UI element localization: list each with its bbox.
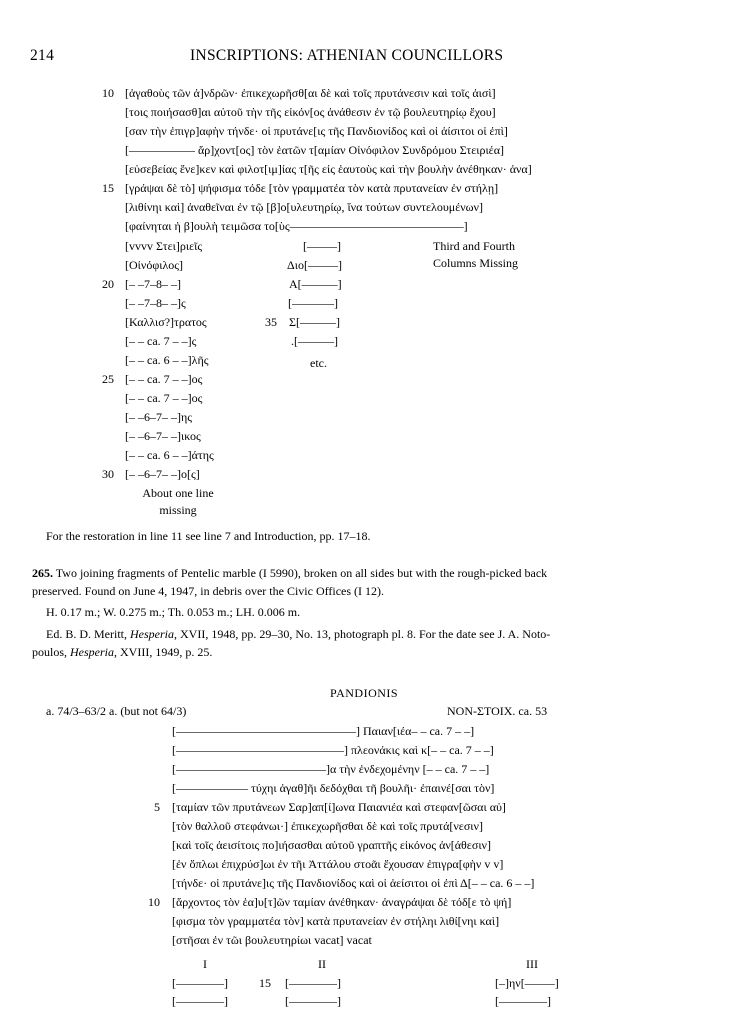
- inscription-line: [σαν τὴν ἐπιγρ]αφὴν τήνδε· οἱ πρυτάνε[ις τῆς Πανδιονίδος καὶ οἱ ἀίσιτοι οἱ ἐπὶ]: [125, 124, 508, 138]
- name-entry: [– – ca. 6 – –]λῆς: [125, 353, 209, 367]
- entry-text: preserved. Found on June 4, 1947, in debris over the Civic Offices (I 12).: [32, 584, 385, 598]
- name-entry: .[––––––]: [291, 334, 338, 348]
- missing-columns-note: Columns Missing: [433, 256, 519, 270]
- line-number: 15: [102, 181, 114, 195]
- line-number: 10: [102, 86, 114, 100]
- name-entry: [Καλλισ?]τρατος: [125, 315, 207, 329]
- entry-text: [32, 566, 547, 581]
- inscription-line: [––––––––––––––––––––––––––––] πλεονάκις καὶ κ[– – ca. 7 – –]: [172, 743, 494, 757]
- restoration-note: For the restoration in line 11 see line 7 and Introduction, pp. 17–18.: [46, 529, 371, 543]
- name-entry: [––––––––]: [172, 976, 228, 990]
- inscription-line: [––––––––––– ἄρ]χοντ[ος] τὸν ἑατῶν τ[αμίαν Οἰνόφιλον Συνδρόμου Στειριέα]: [125, 143, 505, 157]
- edition-line: [46, 627, 550, 642]
- inscription-line: [ἐν ὅπλωι ἐπιχρύσ]ωι ἐν τῆι Ἀττάλου στοᾶι ἔχουσαν ἐπιγρα[φὴν v v]: [172, 857, 504, 871]
- name-entry: [– – ca. 7 – –]ς: [125, 334, 197, 348]
- name-entry: [––––––––]: [285, 976, 341, 990]
- column-heading: II: [318, 957, 326, 971]
- name-entry: [– – ca. 6 – –]άτης: [125, 448, 214, 462]
- inscription-line: [λιθίνηι καὶ] ἀναθεῖναι ἐν τῷ [β]ο[υλευτηρίῳ, ἵνα τούτων συντελουμένων]: [125, 200, 483, 214]
- name-entry: [– –7–8– –]ς: [125, 296, 186, 310]
- inscription-line: [φισμα τὸν γραμματέα τὸν] κατὰ πρυτανείαν ἐν στήληι λιθί[νηι καὶ]: [172, 914, 500, 928]
- name-entry: [vvvv Στει]ριεῖς: [125, 239, 203, 253]
- name-entry: [– –6–7– –]ης: [125, 410, 193, 424]
- line-number: 15: [259, 976, 271, 990]
- edition-text: Ed. B. D. Meritt,: [46, 627, 130, 641]
- name-entry: [– –7–8– –]: [125, 277, 181, 291]
- name-entry: [– –6–7– –]ικος: [125, 429, 201, 443]
- edition-text: , XVII, 1948, pp. 29–30, No. 13, photograph pl. 8. For the date see J. A. Noto-: [174, 627, 551, 641]
- line-number: 20: [102, 277, 114, 291]
- name-entry: [– –6–7– –]ο[ς]: [125, 467, 200, 481]
- name-entry: [–––––––]: [288, 296, 338, 310]
- measurements: H. 0.17 m.; W. 0.275 m.; Th. 0.053 m.; LH. 0.006 m.: [46, 605, 301, 619]
- edition-text: , XVIII, 1949, p. 25.: [114, 645, 213, 659]
- inscription-line: [τήνδε· οἱ πρυτάνε]ις τῆς Πανδιονίδος καὶ οἱ ἀείσιτοι οἱ ἐπὶ Δ[– – ca. 6 – –]: [172, 876, 535, 890]
- missing-line-note: missing: [159, 503, 197, 517]
- line-number: 25: [102, 372, 114, 386]
- entry-desc: Two joining fragments of Pentelic marble (I 5990), broken on all sides but with the rough-picked back: [53, 566, 548, 580]
- journal-title: Hesperia: [70, 645, 115, 659]
- page-number: 214: [30, 47, 55, 64]
- name-entry: Α[––––––]: [289, 277, 342, 291]
- name-entry: Σ[––––––]: [289, 315, 340, 329]
- line-number: 10: [148, 895, 160, 909]
- name-entry: [–]ην[–––––]: [495, 976, 559, 990]
- inscription-line: [ἄρχοντος τὸν ἑα]υ[τ]ῶν ταμίαν ἀνέθηκαν· ἀναγράψαι δὲ τόδ[ε τὸ ψή]: [172, 895, 512, 909]
- entry-number: 265.: [32, 566, 53, 580]
- name-entry: [––––––––]: [285, 994, 341, 1008]
- name-entry: [––––––––]: [495, 994, 551, 1008]
- inscription-line: [τὸν θαλλοῦ στεφάνωι·] ἐπικεχωρῆσθαι δὲ καὶ τοῖς πρυτά[νεσιν]: [172, 819, 483, 833]
- line-number: 30: [102, 467, 114, 481]
- name-entry: [––––––––]: [172, 994, 228, 1008]
- name-entry: [–––––]: [303, 239, 341, 253]
- inscription-line: [καὶ τοῖς ἀεισίτοις πο]ιήσασθαι αὐτοῦ γραπτῆς εἰκόνος ἀν[άθεσιν]: [172, 838, 491, 852]
- inscription-line: [––––––––––––––––––––––––––––––] Παιαν[ιέα– – ca. 7 – –]: [172, 724, 475, 738]
- tribe-heading: PANDIONIS: [330, 686, 399, 700]
- date-line: a. 74/3–63/2 a. (but not 64/3): [46, 704, 187, 718]
- inscription-line: [–––––––––––– τύχηι ἀγαθ]ῆι δεδόχθαι τῆ βουλῆι· ἐπαινέ[σαι τὸν]: [172, 781, 495, 795]
- inscription-line: [εὐσεβείας ἕνε]κεν καὶ φιλοτ[ιμ]ίας τ[ῆς εἰς ἑαυτοὺς καὶ τὴν βουλὴν ἀνέθηκαν· ἀνα]: [125, 162, 532, 176]
- edition-line: [32, 645, 212, 660]
- inscription-line: [τοις ποιήσασθ]αι αὐτοῦ τὴν τῆς εἰκόν[ος ἀνάθεσιν ἐν τῷ βουλευτηρίῳ ἔχου]: [125, 105, 496, 119]
- inscription-line: [ταμίαν τῶν πρυτάνεων Σαρ]απ[ί]ωνα Παιανιέα καὶ στεφαν[ῶσαι αὐ]: [172, 800, 506, 814]
- missing-columns-note: Third and Fourth: [433, 239, 515, 253]
- name-entry: [– – ca. 7 – –]ος: [125, 391, 203, 405]
- column-heading: I: [203, 957, 207, 971]
- line-number: 35: [265, 315, 277, 329]
- name-entry: [Οἰνόφιλος]: [125, 258, 184, 272]
- column-heading: III: [526, 957, 538, 971]
- inscription-line: [στῆσαι ἐν τῶι βουλευτηρίωι vacat] vacat: [172, 933, 372, 947]
- journal-title: Hesperia: [130, 627, 174, 641]
- edition-text: poulos,: [32, 645, 71, 659]
- stoichedon-note: NON-ΣΤΟΙΧ. ca. 53: [447, 704, 548, 718]
- inscription-line: [γράψαι δὲ τὸ] ψήφισμα τόδε [τὸν γραμματέα τὸν κατὰ πρυτανείαν ἐν στήλῃ]: [125, 181, 499, 195]
- inscription-line: [φαίνηται ἡ β]ουλὴ τειμῶσα το[ὺς–––––––––––––––––––––––––––––]: [125, 219, 468, 233]
- name-entry: [– – ca. 7 – –]ος: [125, 372, 203, 386]
- line-number: 5: [154, 800, 160, 814]
- name-entry: Διο[–––––]: [287, 258, 342, 272]
- inscription-line: [–––––––––––––––––––––––––]α τὴν ἐνδεχομένην [– – ca. 7 – –]: [172, 762, 490, 776]
- inscription-line: [ἀγαθοὺς τῶν ἀ]νδρῶν· ἐπικεχωρῆσθ[αι δὲ καὶ τοῖς πρυτάνεσιν καὶ τοῖς ἀισὶ]: [125, 86, 496, 100]
- running-title: INSCRIPTIONS: ATHENIAN COUNCILLORS: [190, 47, 504, 64]
- etc-note: etc.: [310, 356, 327, 370]
- missing-line-note: About one line: [142, 486, 214, 500]
